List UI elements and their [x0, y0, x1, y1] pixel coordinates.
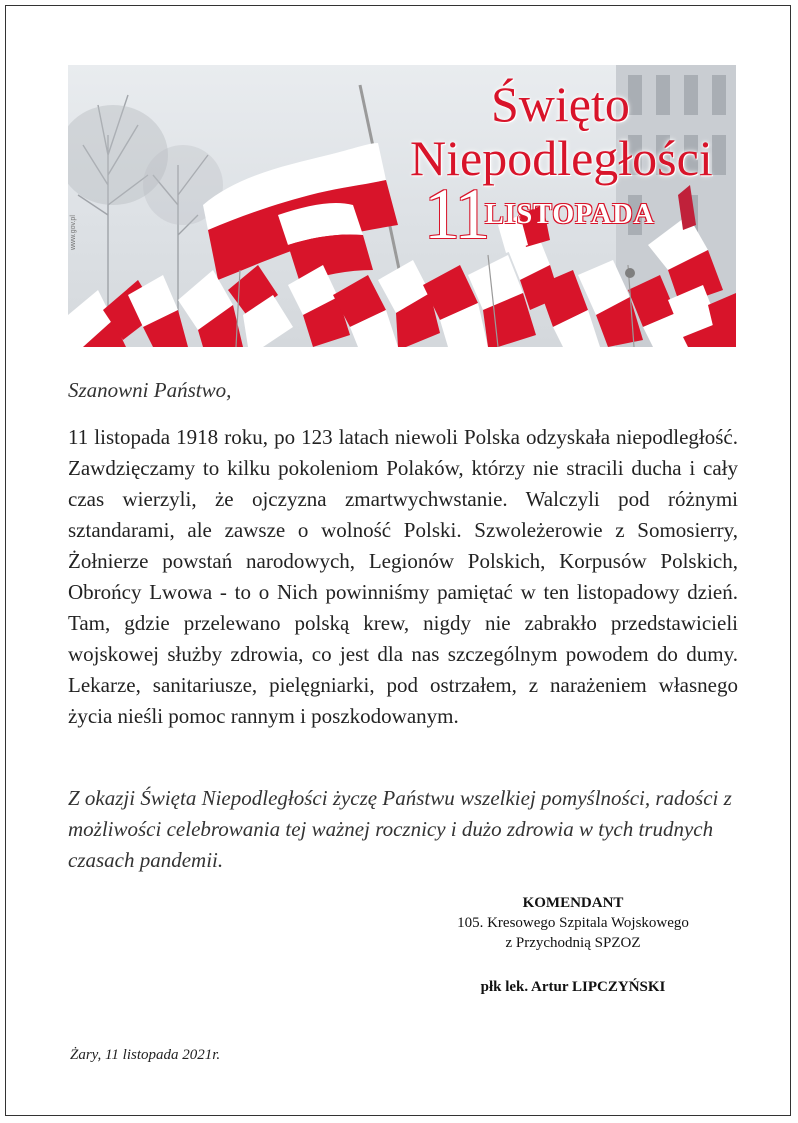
letter-greeting: Szanowni Państwo,: [68, 378, 232, 402]
banner-title-line2: Niepodległości: [410, 130, 713, 186]
banner-title-line1: Święto: [491, 76, 630, 132]
place-and-date: Żary, 11 listopada 2021r.: [70, 1047, 221, 1063]
letter-body: 11 listopada 1918 roku, po 123 latach niewoli Polska odzyskała niepodległość. Zawdzięczamy to kilku pokoleniom Polaków, którzy nie stracili ducha i cały czas wierzyli, że ojczyzna zmartwychwstanie. Walczyli pod różnymi sztandarami, ale zawsze o wolność Polski. Szwoleżerowie z Somosierry, Żołnierze powstań narodowych, Legionów Polskich, Korpusów Polskich, Obrońcy Lwowa - to o Nich powinniśmy pamiętać w ten listopadowy dzień. Tam, gdzie przelewano polską krew, nigdy nie zabrakło przedstawicieli wojskowej służby zdrowia, co jest dla nas szczególnym powodem do dumy. Lekarze, sanitariusze, pielęgniarki, pod ostrzałem, z narażeniem własnego życia nieśli pomoc rannym i poszkodowanym.: [68, 425, 738, 728]
signature-org-line2: z Przychodnią SPZOZ: [505, 935, 641, 951]
banner-month: LISTOPADA: [485, 199, 655, 230]
signature-block: [420, 893, 726, 997]
signature-name: płk lek. Artur LIPCZYŃSKI: [480, 979, 666, 995]
letter-wishes: Z okazji Święta Niepodległości życzę Państwu wszelkiej pomyślności, radości z możliwości celebrowania tej ważnej rocznicy i dużo zdrowia w tych trudnych czasach pandemii.: [68, 786, 732, 872]
signature-title: KOMENDANT: [522, 895, 624, 911]
photo-credit: www.gov.pl: [70, 215, 77, 250]
signature-org-line1: 105. Kresowego Szpitala Wojskowego: [457, 915, 689, 931]
banner-day-number: 11: [424, 174, 488, 254]
header-banner: [68, 65, 736, 347]
